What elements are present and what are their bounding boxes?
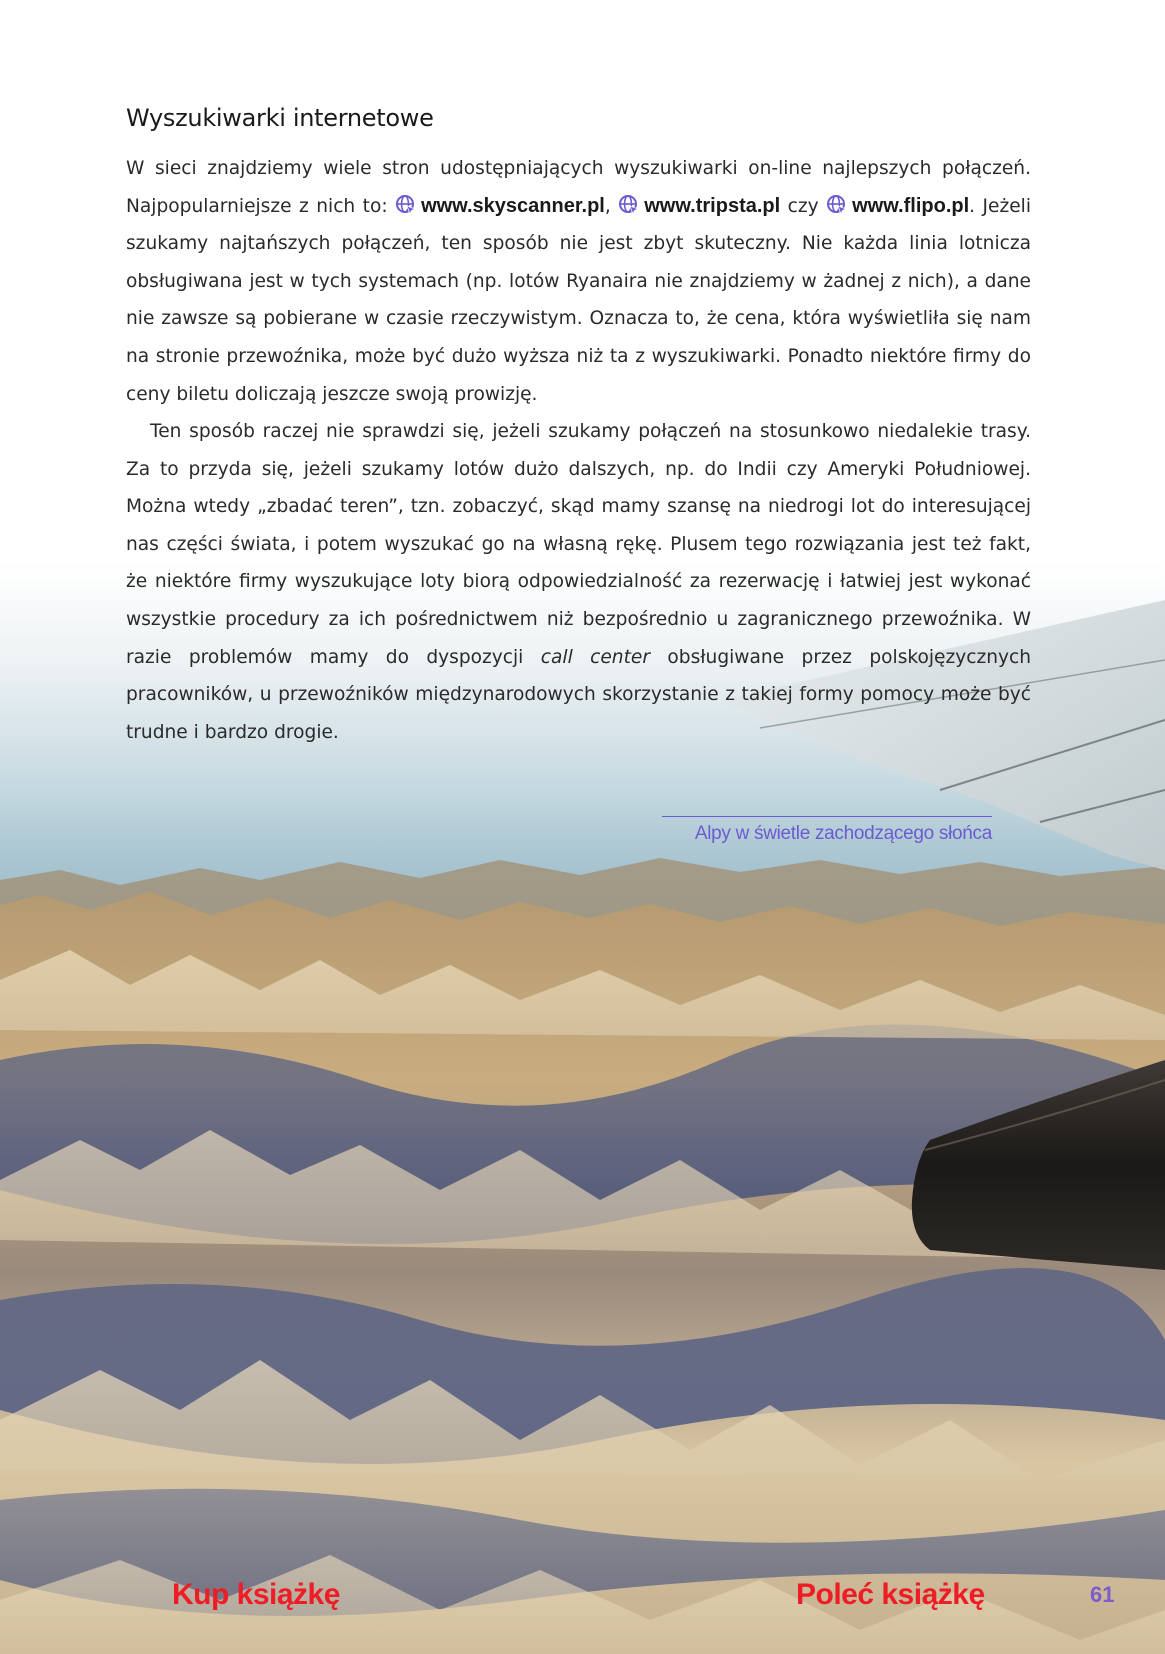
site-link-skyscanner[interactable]	[395, 188, 605, 226]
paragraph-2-part2: obsługiwane przez polskojęzycznych pracowników, u przewoźników międzynarodowych skorzystanie z takiej formy pomocy może być trudne i bardzo drogie.	[126, 646, 1032, 743]
separator-czy: czy	[787, 195, 819, 217]
globe-cursor-icon	[395, 194, 417, 216]
site-name: www.flipo.pl	[852, 194, 970, 217]
paragraph-1	[126, 150, 1031, 413]
site-name: www.skyscanner.pl	[421, 194, 605, 217]
page-number: 61	[1090, 1582, 1115, 1607]
site-name: www.tripsta.pl	[644, 194, 781, 217]
recommend-book-link[interactable]: Poleć książkę	[796, 1578, 985, 1611]
paragraph-2-part1: Ten sposób raczej nie sprawdzi się, jeżeli szukamy połączeń na stosunkowo niedalekie trasy. Za to przyda się, jeżeli szukamy lotów dużo dalszych, np. do Indii czy Ameryki Południowej. Można wtedy „zbadać teren”, tzn. zobaczyć, skąd mamy szansę na niedrogi lot do interesującej nas części świata, i potem wyszukać go na własną rękę. Plusem tego rozwiązania jest też fakt, że niektóre firmy wyszukujące loty biorą odpowiedzialność za rezerwację i łatwiej jest wykonać wszystkie procedury za ich pośrednictwem niż bezpośrednio u zagranicznego przewoźnika. W razie problemów mamy do dyspozycji	[126, 421, 1031, 668]
paragraph-2	[126, 413, 1031, 751]
site-link-flipo[interactable]	[826, 188, 969, 226]
separator-comma: ,	[604, 195, 611, 217]
globe-cursor-icon	[618, 194, 640, 216]
paragraph-1-rest: . Jeżeli szukamy najtańszych połączeń, ten sposób nie jest zbyt skuteczny. Nie każda linia lotnicza obsługiwana jest w tych systemach (np. lotów Ryanaira nie znajdziemy w żadnej z nich), a dane nie zawsze są pobierane w czasie rzeczywistym. Oznacza to, że cena, która wyświetliła się nam na stronie przewoźnika, może być dużo wyższa niż ta z wyszukiwarki. Ponadto niektóre firmy do ceny biletu doliczają jeszcze swoją prowizję.	[126, 195, 1031, 405]
caption-rule	[662, 816, 992, 817]
site-link-tripsta[interactable]	[618, 188, 780, 226]
paragraph-1-intro: W sieci znajdziemy wiele stron udostępniających wyszukiwarki on-line najlepszych połączeń. Najpopularniejsze z nich to:	[126, 158, 1031, 217]
paragraph-2-italic: call center	[540, 646, 650, 668]
photo-caption: Alpy w świetle zachodzącego słońca	[694, 823, 992, 844]
globe-cursor-icon	[826, 194, 848, 216]
section-heading: Wyszukiwarki internetowe	[126, 104, 434, 132]
buy-book-link[interactable]: Kup książkę	[172, 1578, 340, 1611]
